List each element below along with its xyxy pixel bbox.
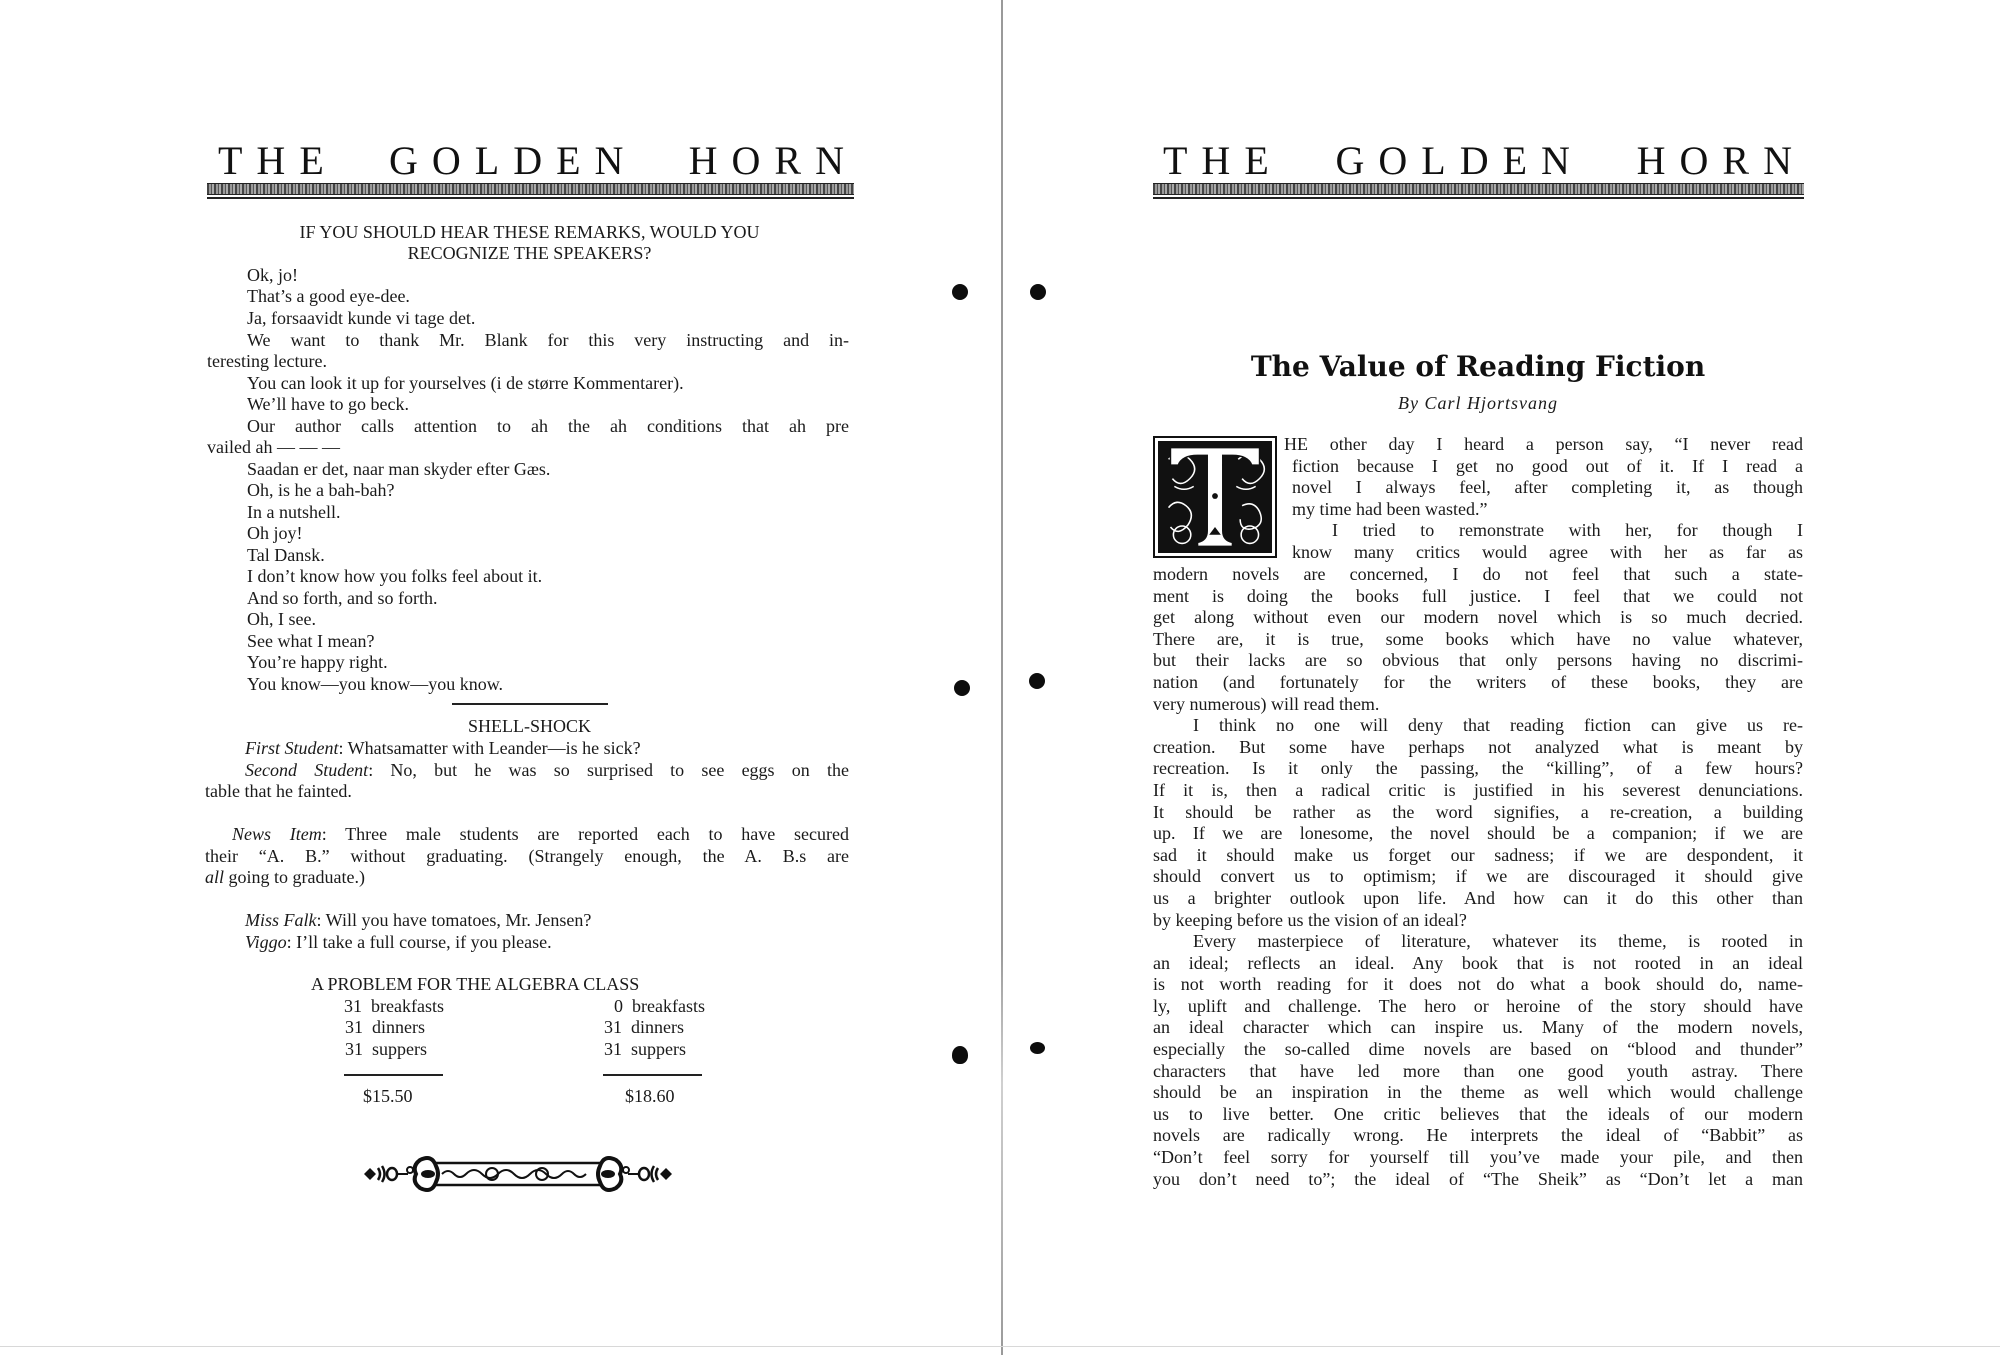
remark-line: vailed ah — — — — [207, 437, 340, 457]
article-line: should be an inspiration in the theme as well which would challenge — [1153, 1082, 1803, 1103]
remark-line: You know—you know—you know. — [247, 674, 504, 694]
remark-line: teresting lecture. — [207, 351, 327, 371]
article-line: It should be rather as the word signifies, a re-creation, a building — [1153, 801, 1803, 822]
remark-line: We want to thank Mr. Blank for this very instructing and in- — [247, 330, 849, 350]
emphasis-text: all — [205, 867, 225, 887]
algebra-left-sum-line — [344, 1074, 443, 1076]
masthead-right — [1163, 141, 1806, 181]
remarks-heading-line1: IF YOU SHOULD HEAR THESE REMARKS, WOULD YOU — [299, 222, 760, 242]
article-title: The Value of Reading Fiction — [1250, 350, 1706, 383]
punch-hole — [952, 284, 968, 300]
article-line: you don’t need to”; the ideal of “The Sheik” as “Don’t let a man — [1153, 1168, 1803, 1189]
remark-line: Oh joy! — [247, 523, 303, 543]
article-line: especially the so-called dime novels are based on “blood and thunder” — [1153, 1039, 1803, 1060]
masthead-word-horn: HORN — [688, 141, 858, 181]
remark-line: You can look it up for yourselves (i de større Kommentarer). — [247, 373, 684, 393]
article-line: There are, it is true, some books which have no value whatever, — [1153, 628, 1803, 649]
speech-text: : I’ll take a full course, if you please. — [286, 932, 552, 952]
speech-text: : No, but he was so surprised to see eggs on the — [368, 760, 849, 780]
article-line: an ideal; reflects an ideal. Any book that is not rooted in an ideal — [1153, 952, 1803, 973]
algebra-right-sum-line — [603, 1074, 702, 1076]
remark-line: Saadan er det, naar man skyder efter Gæs. — [247, 459, 551, 479]
article-line: ment is doing the books full justice. I feel that we could not — [1153, 585, 1803, 606]
article-line: Every masterpiece of literature, whatever its theme, is rooted in — [1193, 931, 1803, 952]
masthead-underline-left — [207, 197, 854, 199]
article-body — [1153, 564, 1803, 1190]
news-item-text: going to graduate.) — [224, 867, 365, 887]
shell-shock-line-1 — [245, 738, 641, 760]
dropcap-letter — [1155, 438, 1275, 556]
algebra-left-item: 31 dinners — [345, 1017, 425, 1037]
masthead-rule-right — [1153, 183, 1804, 195]
article-line: get along without even our modern novel which is so much decried. — [1153, 607, 1803, 628]
algebra-heading: A PROBLEM FOR THE ALGEBRA CLASS — [311, 974, 640, 994]
article-line: I tried to remonstrate with her, for though I — [1332, 520, 1803, 541]
article-line: us a brighter outlook upon life. And how can it do this other than — [1153, 887, 1803, 908]
dialogue-line-2 — [245, 932, 552, 954]
news-item-label: News Item — [232, 824, 322, 844]
article-line: novels are radically wrong. He interprets the ideal of “Babbit” as — [1153, 1125, 1803, 1146]
article-line: sad it should make us forget our sadness; if we are despondent, it — [1153, 844, 1803, 865]
article-line: I think no one will deny that reading fiction can give us re- — [1193, 715, 1803, 736]
remark-line: That’s a good eye-dee. — [247, 286, 410, 306]
remarks-heading-line2: RECOGNIZE THE SPEAKERS? — [407, 243, 652, 263]
shell-shock-heading: SHELL-SHOCK — [467, 716, 591, 736]
article-line: nation (and fortunately for the writers of these books, they are — [1153, 671, 1803, 692]
article-line: ly, uplift and challenge. The hero or heroine of the story should have — [1153, 995, 1803, 1016]
article-line: but their lacks are so obvious that only persons having no discrimi- — [1153, 650, 1803, 671]
speaker-name: First Student — [245, 738, 339, 758]
remark-line: In a nutshell. — [247, 502, 341, 522]
masthead-word-horn: HORN — [1636, 141, 1806, 181]
article-line: by keeping before us the vision of an ideal? — [1153, 909, 1467, 930]
algebra-left-total: $15.50 — [363, 1086, 413, 1106]
article-line: very numerous) will read them. — [1153, 693, 1380, 714]
punch-hole — [952, 1046, 968, 1064]
punch-hole — [1030, 284, 1046, 300]
speaker-name: Miss Falk — [245, 910, 317, 930]
article-line: up. If we are lonesome, the novel should be a companion; if we are — [1153, 823, 1803, 844]
remark-line: You’re happy right. — [247, 652, 388, 672]
article-byline: By Carl Hjortsvang — [1398, 393, 1558, 413]
punch-hole — [954, 680, 970, 696]
article-line: us to live better. One critic believes that the ideals of our modern — [1153, 1103, 1803, 1124]
algebra-right-item: 0 breakfasts — [614, 996, 705, 1016]
masthead-word-golden: GOLDEN — [1335, 141, 1584, 181]
algebra-left-item: 31 breakfasts — [344, 996, 444, 1016]
shell-shock-line-2 — [245, 760, 849, 782]
masthead-rule-left — [207, 183, 854, 195]
page-bottom-edge — [0, 1346, 2000, 1347]
article-line: know many critics would agree with her as far as — [1292, 541, 1803, 562]
remark-line: We’ll have to go beck. — [247, 394, 409, 414]
algebra-left-item: 31 suppers — [345, 1039, 427, 1059]
speech-text: : Will you have tomatoes, Mr. Jensen? — [316, 910, 592, 930]
algebra-right-item: 31 dinners — [604, 1017, 684, 1037]
article-line: an ideal character which can inspire us. Many of the modern novels, — [1153, 1017, 1803, 1038]
news-item-line-3 — [205, 867, 365, 889]
remark-line: And so forth, and so forth. — [247, 588, 438, 608]
dropcap-initial — [1153, 436, 1277, 558]
punch-hole — [1030, 1042, 1045, 1054]
remark-line: Oh, I see. — [247, 609, 316, 629]
article-line: recreation. Is it only the passing, the “killing”, of a few hours? — [1153, 758, 1803, 779]
article-line: is not worth reading for it does not do what a book should do, name- — [1153, 974, 1803, 995]
algebra-right-item: 31 suppers — [604, 1039, 686, 1059]
left-page — [0, 0, 990, 1355]
section-divider — [452, 703, 608, 705]
news-item-line-2: their “A. B.” without graduating. (Strangely enough, the A. B.s are — [205, 846, 849, 866]
news-item-text: : Three male students are reported each to have secured — [321, 824, 849, 844]
ornamental-divider-icon — [362, 1156, 674, 1194]
article-line: characters that have led more than one good youth astray. There — [1153, 1060, 1803, 1081]
masthead-word-the: THE — [218, 141, 338, 181]
article-line: modern novels are concerned, I do not feel that such a state- — [1153, 564, 1803, 584]
speaker-name: Second Student — [245, 760, 369, 780]
speech-text: : Whatsamatter with Leander—is he sick? — [338, 738, 641, 758]
article-intro — [1284, 434, 1803, 564]
article-line: “Don’t feel sorry for yourself till you’ve made your pile, and then — [1153, 1147, 1803, 1168]
news-item-line-1 — [232, 824, 849, 846]
article-line: creation. But some have perhaps not analyzed what is meant by — [1153, 736, 1803, 757]
remark-line: Oh, is he a bah-bah? — [247, 480, 395, 500]
article-line: HE other day I heard a person say, “I never read — [1284, 434, 1803, 454]
remark-line: Our author calls attention to ah the ah conditions that ah pre — [247, 416, 849, 436]
article-line: If it is, then a radical critic is justified in his severest denunciations. — [1153, 779, 1803, 800]
article-line: should convert us to optimism; if we are discouraged it should give — [1153, 866, 1803, 887]
remark-line: Ok, jo! — [247, 265, 298, 285]
shell-shock-line-3: table that he fainted. — [205, 781, 352, 801]
masthead-underline-right — [1153, 197, 1804, 199]
masthead-left — [218, 141, 858, 181]
article-line: my time had been wasted.” — [1292, 498, 1488, 519]
masthead-word-golden: GOLDEN — [389, 141, 638, 181]
remark-line: I don’t know how you folks feel about it. — [247, 566, 543, 586]
article-line: novel I always feel, after completing it, as though — [1292, 477, 1803, 498]
right-page — [1000, 0, 2000, 1355]
remark-line: Ja, forsaavidt kunde vi tage det. — [247, 308, 476, 328]
dialogue-line-1 — [245, 910, 591, 932]
remark-line: Tal Dansk. — [247, 545, 325, 565]
remark-line: See what I mean? — [247, 631, 375, 651]
article-line: fiction because I get no good out of it. If I read a — [1292, 455, 1803, 476]
algebra-right-total: $18.60 — [625, 1086, 675, 1106]
punch-hole — [1029, 673, 1045, 689]
speaker-name: Viggo — [245, 932, 287, 952]
masthead-word-the: THE — [1163, 141, 1283, 181]
